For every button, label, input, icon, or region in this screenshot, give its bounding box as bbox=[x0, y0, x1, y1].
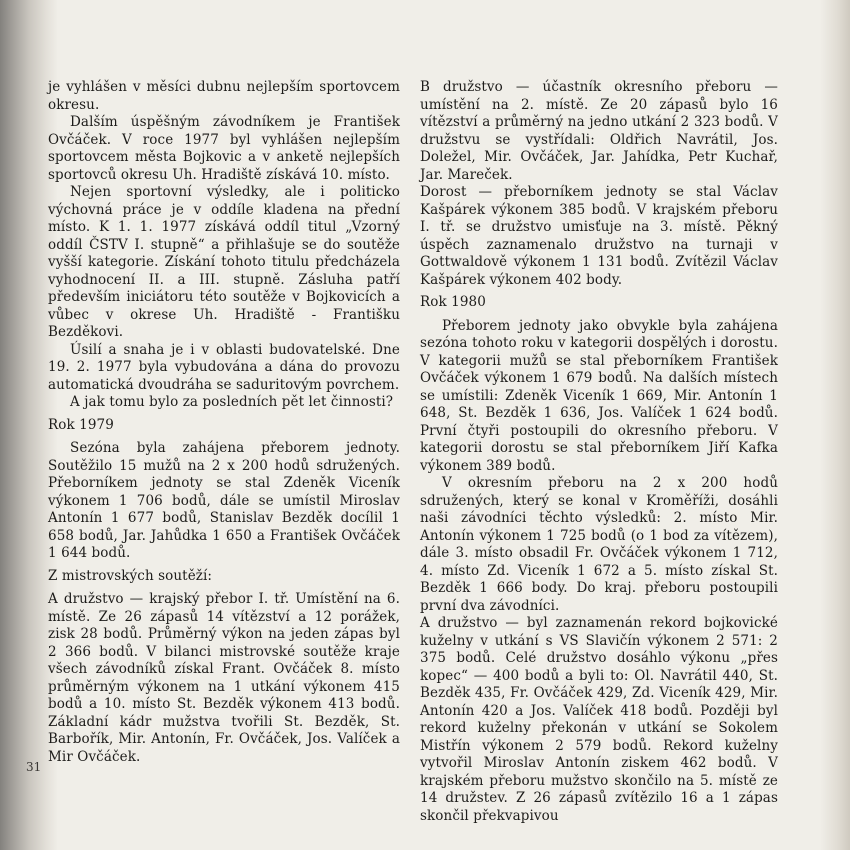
paragraph: A družstvo — krajský přebor I. tř. Umístění na 6. místě. Ze 26 zápasů 14 vítězství a 12 porážek, zisk 28 bodů. Průměrný výkon na jeden zápas byl 2 366 bodů. V bilanci mistrovské soutěže kraje všech závodníků získal Frant. Ovčáček 8. místo průměrným výkonem na 1 utkání výkonem 415 bodů a 10. místo St. Bezděk výkonem 413 bodů. Základní kádr mužstva tvořili St. Bezděk, St. Barbořík, Mir. Antonín, Fr. Ovčáček, Jos. Valíček a Mir Ovčáček. bbox=[48, 591, 400, 765]
section-heading: Rok 1980 bbox=[420, 294, 486, 310]
paragraph: Úsilí a snaha je i v oblasti budovatelské. Dne 19. 2. 1977 byla vybudována a dána do provozu automatická dvoudráha se saduritovým povrchem. bbox=[48, 341, 400, 393]
paragraph: V okresním přeboru na 2 x 200 hodů sdružených, který se konal v Kroměříži, dosáhli naši závodníci těchto výsledků: 2. místo Mir. Antonín výkonem 1 725 bodů (o 1 bod za vítězem), dále 3. místo obsadil Fr. Ovčáček výkonem 1 712, 4. místo Zd. Viceník 1 672 a 5. místo získal St. Bezděk 1 666 body. Do kraj. přeboru postoupili první dva závodníci. bbox=[420, 475, 778, 614]
page-edge bbox=[820, 0, 850, 850]
section-heading: Rok 1979 bbox=[48, 416, 114, 433]
paragraph: Sezóna byla zahájena přeborem jednoty. Soutěžilo 15 mužů na 2 x 200 hodů sdružených. Přeborníkem jednoty se stal Zdeněk Viceník výkonem 1 706 bodů, dále se umístil Miroslav Antonín 1 677 bodů, Stanislav Bezděk docílil 1 658 bodů, Jar. Jahůdka 1 650 a František Ovčáček 1 644 bodů. bbox=[48, 440, 400, 561]
paragraph: B družstvo — účastník okresního přeboru — umístění na 2. místě. Ze 20 zápasů bylo 16 vítězství a průměrný na jedno utkání 2 323 bodů. V družstvu se vystřídali: Oldřich Navrátil, Jos. Doležel, Mir. Ovčáček, Jar. Jahídka, Petr Kuchař, Jar. Mareček. bbox=[420, 79, 778, 183]
right-column bbox=[420, 79, 778, 825]
paragraph: Přeborem jednoty jako obvykle byla zahájena sezóna tohoto roku v kategorii dospělých i dorostu. V kategorii mužů se stal přeborníkem František Ovčáček výkonem 1 679 bodů. Na dalších místech se umístili: Zdeněk Viceník 1 669, Mir. Antonín 1 648, St. Bezděk 1 636, Jos. Valíček 1 624 bodů. První čtyři postoupili do okresního přeboru. V kategorii dorostu se stal přeborníkem Jiří Kafka výkonem 389 bodů. bbox=[420, 317, 778, 474]
left-column bbox=[48, 79, 400, 766]
paragraph: Dalším úspěšným závodníkem je František Ovčáček. V roce 1977 byl vyhlášen nejlepším sportovcem města Bojkovic a v anketě nejlepších sportovců okresu Uh. Hradiště získává 10. místo. bbox=[48, 114, 400, 183]
page-number: 31 bbox=[26, 760, 42, 774]
paragraph: Dorost — přeborníkem jednoty se stal Václav Kašpárek výkonem 385 bodů. V krajském přeboru I. tř. se družstvo umisťuje na 3. místě. Pěkný úspěch zaznamenalo družstvo na turnaji v Gottwaldově výkonem 1 131 bodů. Zvítězil Václav Kašpárek výkonem 402 body. bbox=[420, 184, 778, 288]
section-heading: Z mistrovských soutěží: bbox=[48, 567, 213, 584]
paragraph: A jak tomu bylo za posledních pět let činnosti? bbox=[70, 394, 394, 410]
paragraph: A družstvo — byl zaznamenán rekord bojkovické kuželny v utkání s VS Slavičín výkonem 2 571: 2 375 bodů. Celé družstvo dosáhlo výkonu „přes kopec“ — 400 bodů a byli to: Ol. Navrátil 440, St. Bezděk 435, Fr. Ovčáček 429, Zd. Viceník 429, Mir. Antonín 420 a Jos. Valíček 418 bodů. Později byl rekord kuželny překonán v utkání se Sokolem Mistřín výkonem 2 579 bodů. Rekord kuželny vytvořil Miroslav Antonín ziskem 462 bodů. V krajském přeboru mužstvo skončilo na 5. místě ze 14 družstev. Z 26 zápasů zvítězilo 16 a 1 zápas skončil překvapivou bbox=[420, 615, 778, 824]
paragraph: je vyhlášen v měsíci dubnu nejlepším sportovcem okresu. bbox=[48, 79, 400, 113]
paragraph: Nejen sportovní výsledky, ale i politicko výchovná práce je v oddíle kladena na přední místo. K 1. 1. 1977 získává oddíl titul „Vzorný oddíl ČSTV I. stupně“ a přihlašuje se do soutěže vyšší kategorie. Získání tohoto titulu předcházela vyhodnocení II. a III. stupně. Zásluha patří především iniciátoru této soutěže v Bojkovicích a vůbec v okrese Uh. Hradiště - Františku Bezděkovi. bbox=[48, 184, 400, 340]
